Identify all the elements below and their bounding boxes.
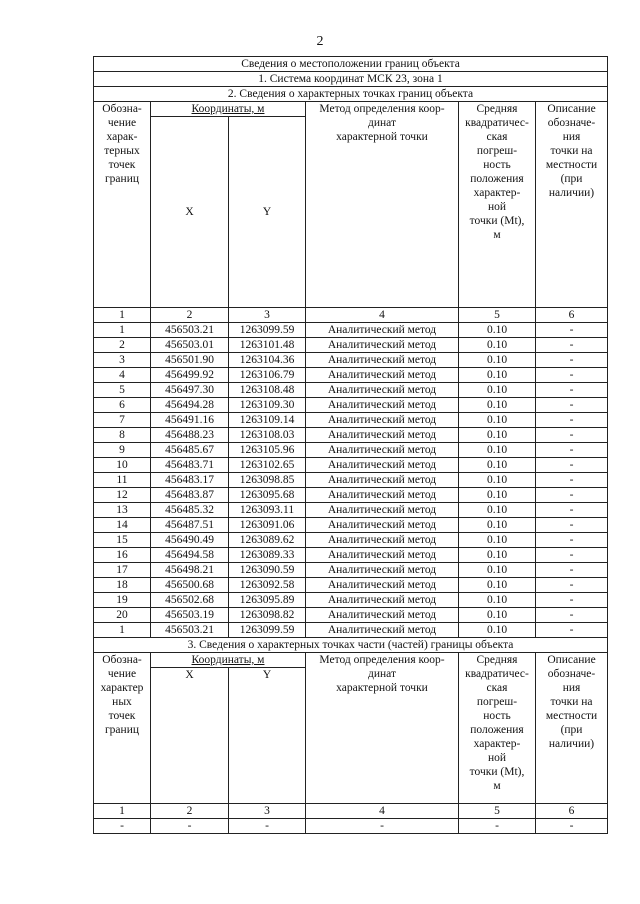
- error-header-2-line: положения: [470, 724, 524, 736]
- table-cell: -: [536, 503, 608, 518]
- section-3: 3. Сведения о характерных точках части (частей) границы объекта: [94, 638, 608, 653]
- error-header-line: ной: [487, 201, 507, 213]
- header-method: [306, 102, 459, 308]
- table-cell: 456503.21: [151, 323, 229, 338]
- point-designation-header-line: терных: [104, 145, 140, 157]
- empty-row: [94, 819, 608, 834]
- table-cell: 1263108.48: [229, 383, 306, 398]
- error-header-2-line: ность: [483, 710, 511, 722]
- table-cell: 456483.17: [151, 473, 229, 488]
- table-cell: 1263091.06: [229, 518, 306, 533]
- header-error: [459, 102, 536, 308]
- table-cell: 1263095.68: [229, 488, 306, 503]
- table-cell: -: [536, 518, 608, 533]
- point-designation-header-line: чение: [107, 117, 137, 129]
- table-row: [94, 548, 608, 563]
- table-cell: 456494.28: [151, 398, 229, 413]
- description-header-2-line: точки на: [550, 696, 593, 708]
- table-cell: Аналитический метод: [306, 443, 459, 458]
- table-cell: 1263105.96: [229, 443, 306, 458]
- table-row: [94, 563, 608, 578]
- table-cell: 456485.32: [151, 503, 229, 518]
- table-row: [94, 578, 608, 593]
- table-cell: 0.10: [459, 593, 536, 608]
- table-cell: 0.10: [459, 413, 536, 428]
- table-cell: -: [536, 473, 608, 488]
- table-row: [94, 608, 608, 623]
- table-cell: 15: [94, 533, 151, 548]
- point-designation-header-2-line: чение: [107, 668, 137, 680]
- error-header-line: квадратичес-: [465, 117, 529, 129]
- table-cell: 0.10: [459, 548, 536, 563]
- point-designation-header-2-line: Обозна-: [102, 654, 142, 666]
- description-header-line: местности: [545, 159, 598, 171]
- table-cell: 456503.19: [151, 608, 229, 623]
- table-cell: -: [536, 323, 608, 338]
- header-coordinates-2: [151, 653, 306, 668]
- table-cell: 12: [94, 488, 151, 503]
- description-header-line: обозначе-: [547, 117, 596, 129]
- table-cell: 1263102.65: [229, 458, 306, 473]
- error-header-2-line: погреш-: [476, 696, 518, 708]
- table-cell: -: [536, 413, 608, 428]
- description-header-2-line: местности: [545, 710, 598, 722]
- table-cell: -: [536, 593, 608, 608]
- description-header-line: точки на: [550, 145, 593, 157]
- table-cell: 0.10: [459, 398, 536, 413]
- table-cell: 456503.21: [151, 623, 229, 638]
- table-cell: -: [536, 383, 608, 398]
- point-designation-header-line: харак-: [106, 131, 138, 143]
- table-cell: 456501.90: [151, 353, 229, 368]
- table-cell: -: [536, 443, 608, 458]
- table-cell: 1263101.48: [229, 338, 306, 353]
- table-cell: Аналитический метод: [306, 488, 459, 503]
- table-cell: 1263098.85: [229, 473, 306, 488]
- table-cell: 11: [94, 473, 151, 488]
- table-cell: Аналитический метод: [306, 323, 459, 338]
- table-cell: 456487.51: [151, 518, 229, 533]
- table-cell: Аналитический метод: [306, 428, 459, 443]
- table-cell: Аналитический метод: [306, 413, 459, 428]
- table-cell: 1263089.33: [229, 548, 306, 563]
- column-number: 5: [459, 804, 536, 819]
- table-cell: 456488.23: [151, 428, 229, 443]
- table-cell: 0.10: [459, 458, 536, 473]
- table-cell: 0.10: [459, 533, 536, 548]
- error-header-line: точки (Mt),: [469, 215, 525, 227]
- table-cell: 1263099.59: [229, 323, 306, 338]
- table-cell: 1: [94, 623, 151, 638]
- table-cell: 4: [94, 368, 151, 383]
- table-cell: -: [536, 623, 608, 638]
- column-number: 1: [94, 804, 151, 819]
- header-point-designation: [94, 102, 151, 308]
- header-description-2: [536, 653, 608, 804]
- header-method-2: [306, 653, 459, 804]
- header-x: X: [151, 117, 229, 308]
- table-row: [94, 488, 608, 503]
- table-row: [94, 518, 608, 533]
- table-cell: -: [536, 533, 608, 548]
- header-description: [536, 102, 608, 308]
- table-row: [94, 398, 608, 413]
- error-header-2-line: точки (Mt),: [469, 766, 525, 778]
- table-cell: 456483.87: [151, 488, 229, 503]
- column-number: 3: [229, 804, 306, 819]
- table-cell: 456491.16: [151, 413, 229, 428]
- table-cell: Аналитический метод: [306, 578, 459, 593]
- table-cell: 0.10: [459, 578, 536, 593]
- table-cell: 7: [94, 413, 151, 428]
- table-cell: -: [536, 608, 608, 623]
- description-header-line: (при: [560, 173, 583, 185]
- table-cell: 1263089.62: [229, 533, 306, 548]
- point-designation-header-2-line: характер: [100, 682, 144, 694]
- column-number: 4: [306, 804, 459, 819]
- table-cell: 456498.21: [151, 563, 229, 578]
- description-header-2-line: обозначе-: [547, 668, 596, 680]
- method-header-2-line: Метод определения коор-: [319, 654, 445, 666]
- error-header-line: м: [493, 229, 501, 241]
- coordinates-label-2: Координаты, м: [191, 654, 265, 666]
- table-cell: -: [536, 428, 608, 443]
- table-cell: Аналитический метод: [306, 473, 459, 488]
- column-number: 5: [459, 308, 536, 323]
- error-header-line: Средняя: [476, 103, 518, 115]
- table-cell: 0.10: [459, 473, 536, 488]
- table-cell: 16: [94, 548, 151, 563]
- error-header-2-line: характер-: [473, 738, 521, 750]
- description-header-2-line: наличии): [548, 738, 595, 750]
- table-cell: 0.10: [459, 368, 536, 383]
- point-designation-header-2-line: ных: [112, 696, 132, 708]
- description-header-line: наличии): [548, 187, 595, 199]
- column-number: 6: [536, 804, 608, 819]
- table-cell: Аналитический метод: [306, 338, 459, 353]
- column-number: 3: [229, 308, 306, 323]
- table-cell: 456485.67: [151, 443, 229, 458]
- table-cell: Аналитический метод: [306, 458, 459, 473]
- table-cell: 0.10: [459, 428, 536, 443]
- table-cell: 6: [94, 398, 151, 413]
- table-cell: -: [536, 578, 608, 593]
- table-cell: -: [536, 368, 608, 383]
- table-cell: 0.10: [459, 353, 536, 368]
- table-cell: -: [536, 819, 608, 834]
- table-cell: 8: [94, 428, 151, 443]
- table-cell: 456494.58: [151, 548, 229, 563]
- table-row: [94, 368, 608, 383]
- table-cell: 0.10: [459, 488, 536, 503]
- table-cell: 0.10: [459, 518, 536, 533]
- table-cell: 0.10: [459, 443, 536, 458]
- section-1: 1. Система координат МСК 23, зона 1: [94, 72, 608, 87]
- table-cell: Аналитический метод: [306, 563, 459, 578]
- description-header-line: ния: [562, 131, 581, 143]
- table-cell: 0.10: [459, 623, 536, 638]
- method-header-2-line: динат: [368, 668, 396, 680]
- section-2: 2. Сведения о характерных точках границ объекта: [94, 87, 608, 102]
- column-numbers-row: [94, 308, 608, 323]
- table-cell: 1263093.11: [229, 503, 306, 518]
- table-row: [94, 593, 608, 608]
- table-cell: 20: [94, 608, 151, 623]
- table-row: [94, 383, 608, 398]
- table-cell: 1263092.58: [229, 578, 306, 593]
- boundary-table: [93, 56, 608, 834]
- table-cell: -: [229, 819, 306, 834]
- error-header-2-line: ская: [486, 682, 508, 694]
- table-cell: Аналитический метод: [306, 533, 459, 548]
- error-header-line: положения: [470, 173, 524, 185]
- method-header-line: Метод определения коор-: [319, 103, 445, 115]
- table-row: [94, 623, 608, 638]
- column-number: 4: [306, 308, 459, 323]
- header-point-designation-2: [94, 653, 151, 804]
- table-cell: 456502.68: [151, 593, 229, 608]
- page-number: 2: [316, 34, 324, 49]
- table-cell: Аналитический метод: [306, 548, 459, 563]
- table-cell: 17: [94, 563, 151, 578]
- table-cell: 1263109.30: [229, 398, 306, 413]
- column-number: 2: [151, 308, 229, 323]
- error-header-2-line: ной: [487, 752, 507, 764]
- error-header-2-line: м: [493, 780, 501, 792]
- header-x-2: X: [151, 668, 229, 804]
- header-y-2: Y: [229, 668, 306, 804]
- table-cell: 14: [94, 518, 151, 533]
- description-header-2-line: Описание: [547, 654, 596, 666]
- error-header-line: погреш-: [476, 145, 518, 157]
- table-cell: -: [459, 819, 536, 834]
- table-cell: -: [536, 398, 608, 413]
- table-row: [94, 353, 608, 368]
- coordinates-label: Координаты, м: [191, 103, 265, 115]
- table-cell: 19: [94, 593, 151, 608]
- table-cell: 1263090.59: [229, 563, 306, 578]
- table-cell: Аналитический метод: [306, 593, 459, 608]
- table-cell: 1: [94, 323, 151, 338]
- table-cell: 10: [94, 458, 151, 473]
- table-cell: 0.10: [459, 338, 536, 353]
- table-cell: -: [94, 819, 151, 834]
- table-cell: 0.10: [459, 383, 536, 398]
- table-cell: Аналитический метод: [306, 398, 459, 413]
- table-cell: 1263109.14: [229, 413, 306, 428]
- error-header-line: характер-: [473, 187, 521, 199]
- table-cell: Аналитический метод: [306, 608, 459, 623]
- table-cell: 456503.01: [151, 338, 229, 353]
- table-cell: 1263099.59: [229, 623, 306, 638]
- table-cell: -: [536, 338, 608, 353]
- table-cell: 456499.92: [151, 368, 229, 383]
- table-row: [94, 458, 608, 473]
- table-row: [94, 443, 608, 458]
- column-numbers-row-2: [94, 804, 608, 819]
- point-designation-header-line: границ: [104, 173, 140, 185]
- table-title: Сведения о местоположении границ объекта: [94, 57, 608, 72]
- header-y: Y: [229, 117, 306, 308]
- table-cell: Аналитический метод: [306, 368, 459, 383]
- table-row: [94, 428, 608, 443]
- column-number: 6: [536, 308, 608, 323]
- column-number: 2: [151, 804, 229, 819]
- table-row: [94, 533, 608, 548]
- method-header-line: динат: [368, 117, 396, 129]
- table-cell: Аналитический метод: [306, 503, 459, 518]
- point-designation-header-2-line: точек: [108, 710, 136, 722]
- error-header-line: ность: [483, 159, 511, 171]
- error-header-2-line: Средняя: [476, 654, 518, 666]
- table-cell: 1263104.36: [229, 353, 306, 368]
- table-cell: 456483.71: [151, 458, 229, 473]
- table-cell: 9: [94, 443, 151, 458]
- table-cell: 1263095.89: [229, 593, 306, 608]
- method-header-line: характерной точки: [336, 131, 428, 143]
- error-header-line: ская: [486, 131, 508, 143]
- table-cell: -: [536, 458, 608, 473]
- description-header-2-line: (при: [560, 724, 583, 736]
- table-cell: 0.10: [459, 563, 536, 578]
- table-cell: -: [536, 488, 608, 503]
- table-cell: 1263108.03: [229, 428, 306, 443]
- table-cell: -: [151, 819, 229, 834]
- column-number: 1: [94, 308, 151, 323]
- error-header-2-line: квадратичес-: [465, 668, 529, 680]
- table-cell: Аналитический метод: [306, 623, 459, 638]
- table-row: [94, 473, 608, 488]
- table-cell: -: [536, 353, 608, 368]
- table-cell: 18: [94, 578, 151, 593]
- header-coordinates: [151, 102, 306, 117]
- table-cell: 1263106.79: [229, 368, 306, 383]
- table-cell: Аналитический метод: [306, 518, 459, 533]
- table-cell: 0.10: [459, 503, 536, 518]
- table-cell: 0.10: [459, 608, 536, 623]
- table-row: [94, 323, 608, 338]
- table-cell: -: [536, 548, 608, 563]
- table-cell: Аналитический метод: [306, 353, 459, 368]
- table-cell: 456490.49: [151, 533, 229, 548]
- table-cell: 3: [94, 353, 151, 368]
- description-header-line: Описание: [547, 103, 596, 115]
- table-row: [94, 503, 608, 518]
- method-header-2-line: характерной точки: [336, 682, 428, 694]
- table-row: [94, 413, 608, 428]
- table-cell: 456500.68: [151, 578, 229, 593]
- header-error-2: [459, 653, 536, 804]
- table-cell: 2: [94, 338, 151, 353]
- table-cell: 456497.30: [151, 383, 229, 398]
- point-designation-header-2-line: границ: [104, 724, 140, 736]
- table-cell: 5: [94, 383, 151, 398]
- table-cell: -: [536, 563, 608, 578]
- point-designation-header-line: Обозна-: [102, 103, 142, 115]
- table-cell: -: [306, 819, 459, 834]
- description-header-2-line: ния: [562, 682, 581, 694]
- point-designation-header-line: точек: [108, 159, 136, 171]
- table-cell: 0.10: [459, 323, 536, 338]
- table-cell: 1263098.82: [229, 608, 306, 623]
- table-cell: 13: [94, 503, 151, 518]
- table-cell: Аналитический метод: [306, 383, 459, 398]
- table-row: [94, 338, 608, 353]
